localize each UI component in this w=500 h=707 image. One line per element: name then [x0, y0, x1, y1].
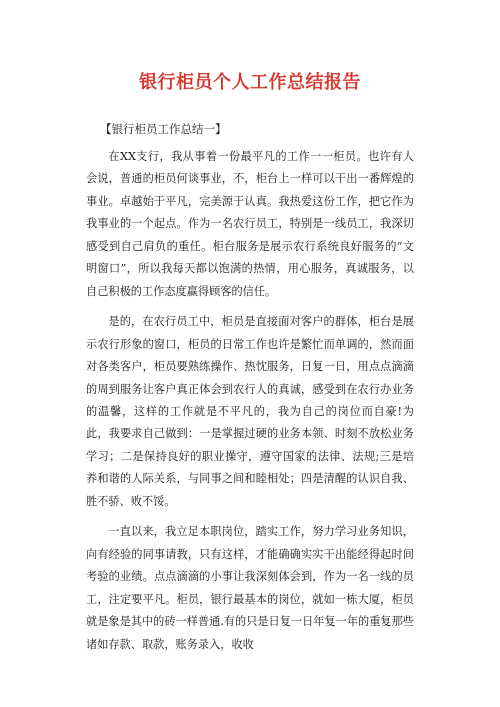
- paragraph-3: 一直以来，我立足本职岗位，踏实工作，努力学习业务知识，向有经验的同事请教，只有这样，才能确确实实干出能经得起时间考验的业绩。点点滴滴的小事让我深刻体会到，作为一名一线的员工，注定要平凡。柜员，银行最基本的岗位，就如一栋大厦，柜员就是象是其中的砖一样普通.有的只是日复一日年复一年的重复那些诸如存款、取款，账务录入，收收: [86, 525, 414, 651]
- paragraph-1: 在XX支行，我从事着一份最平凡的工作一一柜员。也许有人会说，普通的柜员何谈事业，不，柜台上一样可以干出一番辉煌的事业。卓越始于平凡，完美源于认真。我热爱这份工作，把它作为我事业的一个起点。作为一名农行员工，特别是一线员工，我深切感受到自己肩负的重任。柜台服务是展示农行系统良好服务的“文明窗口”，所以我每天都以饱满的热情，用心服务，真诚服务，以自己积极的工作态度赢得顾客的信任。: [86, 150, 414, 298]
- document-body: [86, 146, 414, 664]
- document-title: 银行柜员个人工作总结报告: [139, 72, 361, 93]
- paragraph-2: 是的，在农行员工中，柜员是直接面对客户的群体，柜台是展示农行形象的窗口，柜员的日常工作也许是繁忙而单调的，然而面对各类客户，柜员要熟练操作、热忱服务，日复一日，用点点滴滴的周到服务让客户真正体会到农行人的真诚，感受到在农行办业务的温馨，这样的工作就是不平凡的，我为自己的岗位而自豪!为此，我要求自己做到：一是掌握过硬的业务本领、时刻不放松业务学习；二是保持良好的职业操守，遵守国家的法律、法规;三是培养和谐的人际关系，与同事之间和睦相处；四是清醒的认识自我、胜不骄、败不馁。: [86, 315, 414, 508]
- section-heading: 【银行柜员工作总结一】: [100, 122, 227, 136]
